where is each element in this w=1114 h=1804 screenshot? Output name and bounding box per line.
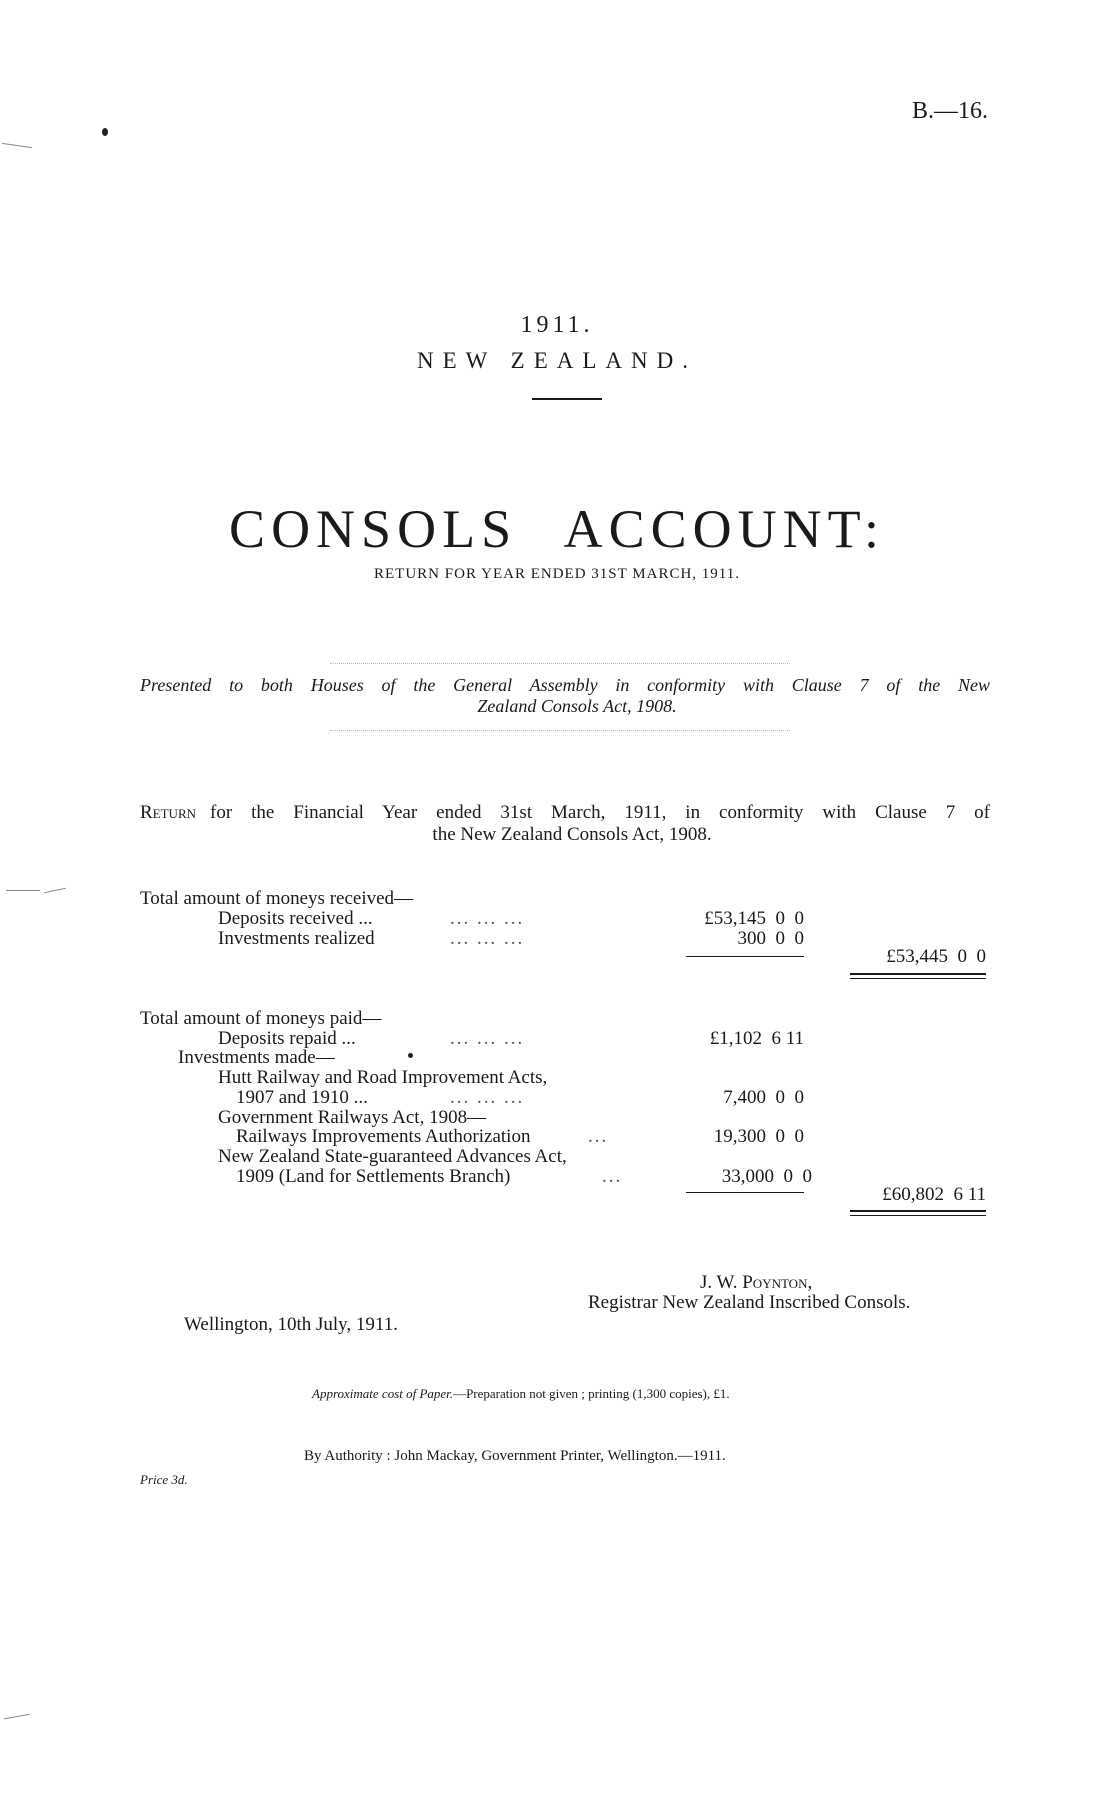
received-total: £53,445 0 0 [886, 946, 986, 967]
return-intro-lead: Return [140, 802, 197, 823]
railways-improvements-label: Railways Improvements Authorization [236, 1126, 531, 1147]
scan-mark [4, 1714, 30, 1719]
cost-note-label: Approximate cost of Paper. [312, 1386, 454, 1401]
railways-improvements-dots: ... [588, 1126, 609, 1147]
deposits-repaid-label: Deposits repaid ... [218, 1028, 356, 1049]
scan-dot [102, 128, 108, 136]
return-intro-rest: for the Financial Year ended 31st March, 1911, in conformity with Clause 7 of [210, 802, 990, 823]
signatory-title: Registrar New Zealand Inscribed Consols. [588, 1292, 911, 1313]
received-item-amount: £53,145 0 0 [704, 908, 804, 929]
received-item-amount: 300 0 0 [737, 928, 804, 949]
received-heading: Total amount of moneys received— [140, 888, 414, 909]
received-total-rule [850, 978, 986, 979]
return-intro-line-2: the New Zealand Consols Act, 1908. [432, 824, 712, 845]
country-name: NEW ZEALAND. [416, 348, 698, 373]
place-date: Wellington, 10th July, 1911. [184, 1314, 398, 1335]
document-year: 1911. [520, 312, 594, 338]
paid-total: £60,802 6 11 [882, 1184, 986, 1205]
hutt-act-amount: 7,400 0 0 [723, 1087, 804, 1108]
govt-railways-heading: Government Railways Act, 1908— [218, 1107, 487, 1128]
document-subtitle: RETURN FOR YEAR ENDED 31ST MARCH, 1911. [374, 566, 740, 582]
scan-mark [2, 143, 32, 148]
hutt-act-line-1: Hutt Railway and Road Improvement Acts, [218, 1067, 548, 1088]
investments-heading: Investments made— [178, 1047, 335, 1068]
received-item-label: Investments realized [218, 928, 375, 949]
deposits-repaid-amount: £1,102 6 11 [709, 1028, 804, 1049]
presented-rule-bottom [330, 730, 790, 731]
advances-act-line-2: 1909 (Land for Settlements Branch) [236, 1166, 511, 1187]
hutt-act-line-2: 1907 and 1910 ... [236, 1087, 368, 1108]
printer-authority: By Authority : John Mackay, Government Printer, Wellington.—1911. [304, 1448, 726, 1464]
advances-act-line-1: New Zealand State-guaranteed Advances Act, [218, 1146, 567, 1167]
received-subtotal-rule [686, 956, 804, 957]
presented-rule-top [330, 663, 790, 664]
cost-note [312, 1386, 730, 1402]
cost-note-text: —Preparation not given ; printing (1,300 copies), £1. [453, 1386, 730, 1401]
received-total-rule [850, 973, 986, 975]
received-item-dots: ... ... ... [450, 928, 525, 949]
paid-heading: Total amount of moneys paid— [140, 1008, 382, 1029]
paid-subtotal-rule [686, 1192, 804, 1193]
hutt-act-dots: ... ... ... [450, 1087, 525, 1108]
deposits-repaid-dots: ... ... ... [450, 1028, 525, 1049]
price: Price 3d. [140, 1472, 188, 1487]
presented-line-1: Presented to both Houses of the General Assembly in conformity with Clause 7 of the New [140, 675, 990, 695]
return-intro-line-1 [140, 802, 990, 824]
received-item-label: Deposits received ... [218, 908, 373, 929]
advances-act-dots: ... [602, 1166, 623, 1187]
paid-total-rule [850, 1210, 986, 1212]
scan-mark [6, 890, 40, 891]
scan-dot [408, 1053, 413, 1058]
header-rule [532, 398, 602, 400]
signatory-name: J. W. Poynton, [700, 1272, 813, 1293]
document-title: CONSOLS ACCOUNT: [229, 499, 885, 559]
advances-act-amount: 33,000 0 0 [721, 1166, 812, 1187]
paid-total-rule [850, 1215, 986, 1216]
presented-line-2: Zealand Consols Act, 1908. [477, 696, 677, 716]
document-reference: B.—16. [912, 98, 989, 124]
scan-mark [44, 888, 66, 894]
railways-improvements-amount: 19,300 0 0 [713, 1126, 804, 1147]
received-item-dots: ... ... ... [450, 908, 525, 929]
